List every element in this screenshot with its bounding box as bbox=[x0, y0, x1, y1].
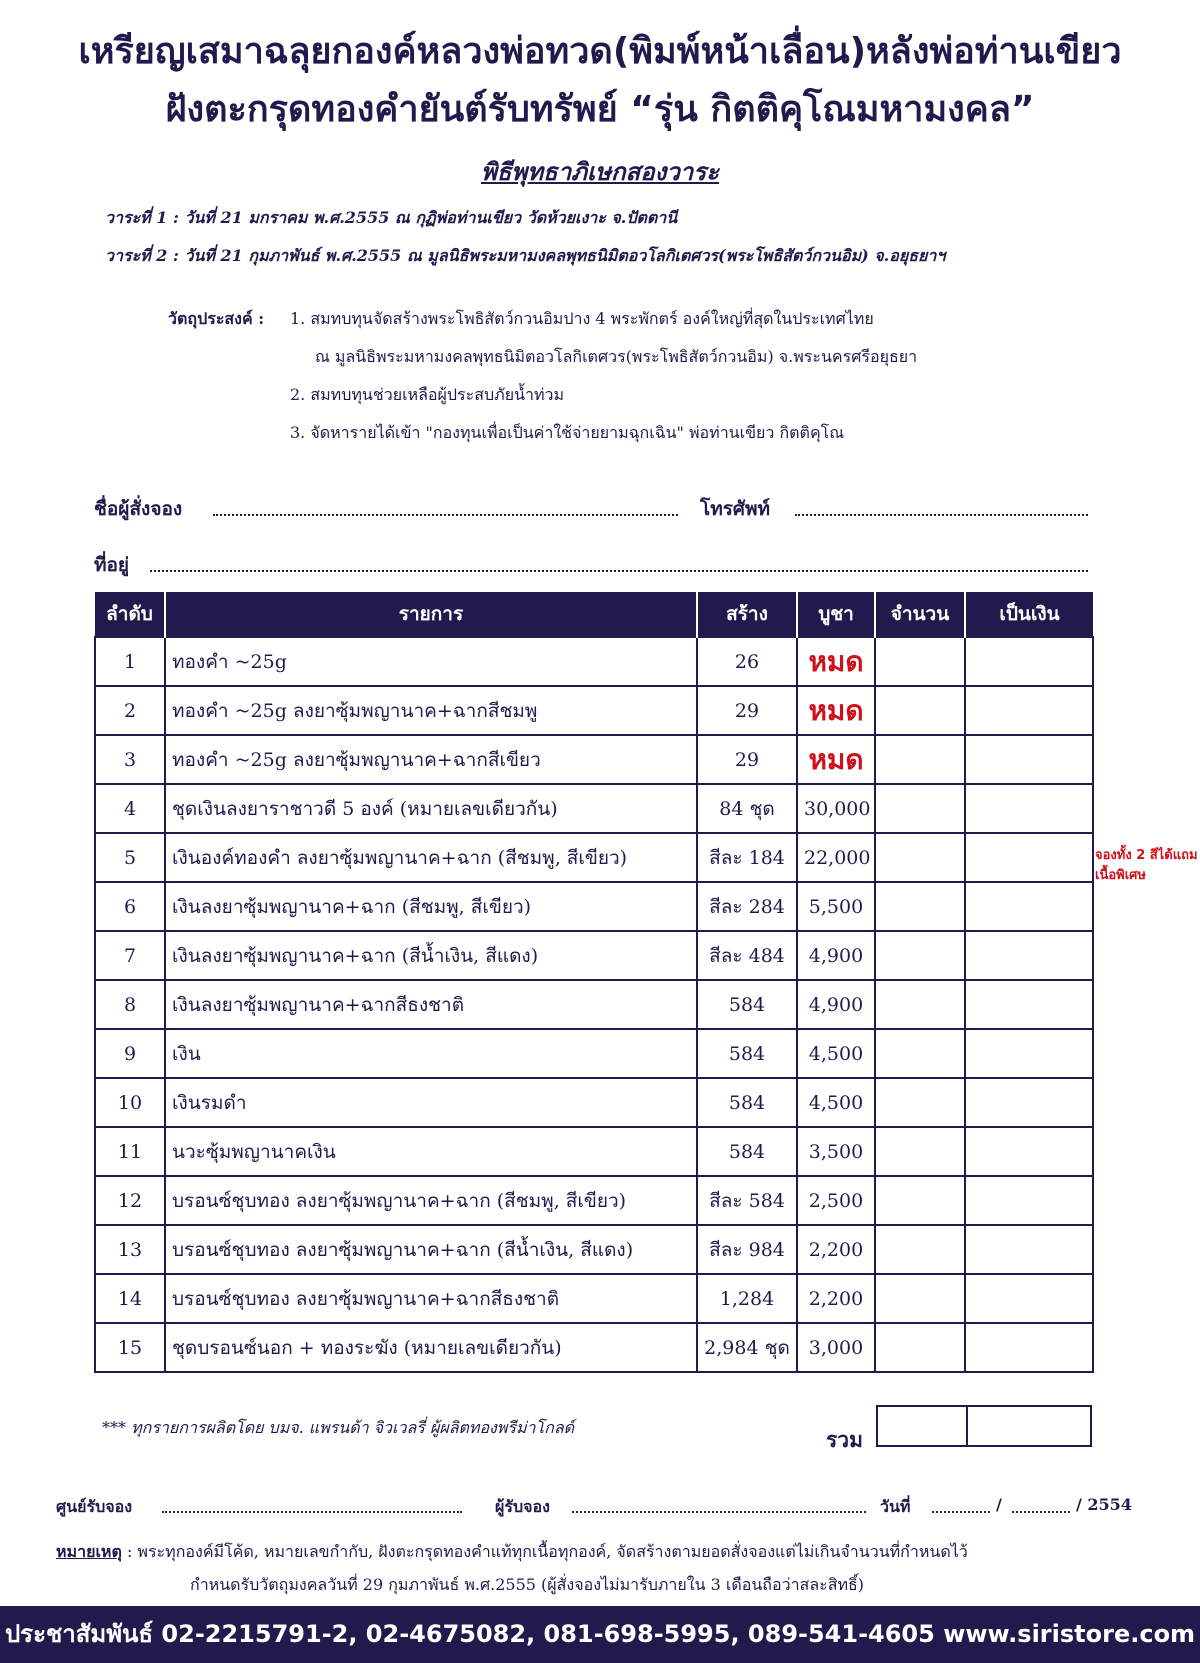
row-no: 9 bbox=[95, 1029, 165, 1078]
row-price: 5,500 bbox=[797, 882, 875, 931]
row-amount-cell[interactable] bbox=[965, 882, 1093, 931]
row-price: 22,000 bbox=[797, 833, 875, 882]
row-item: เงินลงยาซุ้มพญานาค+ฉากสีธงชาติ bbox=[165, 980, 697, 1029]
row-price: 30,000 bbox=[797, 784, 875, 833]
row-item: เงิน bbox=[165, 1029, 697, 1078]
row-amount-cell[interactable] bbox=[965, 1176, 1093, 1225]
footer-contact: ประชาสัมพันธ์ 02-2215791-2, 02-4675082, 081-698-5995, 089-541-4605 www.siristore.com bbox=[0, 1606, 1200, 1663]
row-item: ทองคำ ~25g ลงยาซุ้มพญานาค+ฉากสีชมพู bbox=[165, 686, 697, 735]
row-made: 584 bbox=[697, 1078, 797, 1127]
header-no: ลำดับ bbox=[95, 592, 165, 637]
total-amount-box[interactable] bbox=[966, 1405, 1092, 1447]
row-qty-cell[interactable] bbox=[875, 1274, 965, 1323]
row-price: 3,500 bbox=[797, 1127, 875, 1176]
row-item: นวะซุ้มพญานาคเงิน bbox=[165, 1127, 697, 1176]
row-price: 2,200 bbox=[797, 1225, 875, 1274]
row-amount-cell[interactable] bbox=[965, 1127, 1093, 1176]
row-made: 584 bbox=[697, 980, 797, 1029]
row-qty-cell[interactable] bbox=[875, 1323, 965, 1372]
table-row bbox=[95, 882, 1093, 931]
receiver-label: ผู้รับจอง bbox=[495, 1497, 550, 1516]
row-no: 7 bbox=[95, 931, 165, 980]
footnote: *** ทุกรายการผลิตโดย บมจ. แพรนด้า จิวเวลรี่ ผู้ผลิตทองพรีม่าโกลด์ bbox=[102, 1418, 575, 1437]
row-no: 2 bbox=[95, 686, 165, 735]
header-amount: เป็นเงิน bbox=[965, 592, 1093, 637]
total-label: รวม bbox=[826, 1427, 863, 1452]
row-qty-cell[interactable] bbox=[875, 784, 965, 833]
row-qty-cell[interactable] bbox=[875, 1225, 965, 1274]
table-row bbox=[95, 1127, 1093, 1176]
header-price: บูชา bbox=[797, 592, 875, 637]
row-price: หมด bbox=[797, 637, 875, 686]
row-price: 3,000 bbox=[797, 1323, 875, 1372]
objective-line-3: 2. สมทบทุนช่วยเหลือผู้ประสบภัยน้ำท่วม bbox=[290, 385, 565, 404]
table-row bbox=[95, 637, 1093, 686]
name-field[interactable] bbox=[213, 514, 678, 516]
row-no: 11 bbox=[95, 1127, 165, 1176]
row-no: 3 bbox=[95, 735, 165, 784]
total-qty-box[interactable] bbox=[876, 1405, 968, 1447]
side-note: จองทั้ง 2 สีได้แถมเนื้อพิเศษ bbox=[1095, 848, 1198, 883]
row-no: 1 bbox=[95, 637, 165, 686]
row-amount-cell[interactable] bbox=[965, 637, 1093, 686]
row-amount-cell[interactable] bbox=[965, 1274, 1093, 1323]
note-line-2: กำหนดรับวัตถุมงคลวันที่ 29 กุมภาพันธ์ พ.ศ.2555 (ผู้สั่งจองไม่มารับภายใน 3 เดือนถือว่าสละสิทธิ์) bbox=[190, 1575, 865, 1594]
date-label: วันที่ bbox=[880, 1497, 911, 1516]
row-made: สีละ 984 bbox=[697, 1225, 797, 1274]
date-sep: / bbox=[996, 1495, 1002, 1514]
table-row bbox=[95, 1323, 1093, 1372]
objective-line-1: 1. สมทบทุนจัดสร้างพระโพธิสัตว์กวนอิมปาง 4 พระพักตร์ องค์ใหญ่ที่สุดในประเทศไทย bbox=[290, 309, 874, 328]
header-made: สร้าง bbox=[697, 592, 797, 637]
row-no: 10 bbox=[95, 1078, 165, 1127]
row-no: 13 bbox=[95, 1225, 165, 1274]
row-price: 2,200 bbox=[797, 1274, 875, 1323]
order-table bbox=[94, 592, 1094, 1373]
table-row bbox=[95, 1176, 1093, 1225]
row-item: เงินลงยาซุ้มพญานาค+ฉาก (สีน้ำเงิน, สีแดง) bbox=[165, 931, 697, 980]
row-item: บรอนซ์ชุบทอง ลงยาซุ้มพญานาค+ฉาก (สีน้ำเงิน, สีแดง) bbox=[165, 1225, 697, 1274]
row-made: สีละ 284 bbox=[697, 882, 797, 931]
table-row bbox=[95, 1029, 1093, 1078]
table-row bbox=[95, 1225, 1093, 1274]
row-price: หมด bbox=[797, 686, 875, 735]
receiver-field[interactable] bbox=[572, 1511, 866, 1513]
table-row bbox=[95, 1078, 1093, 1127]
row-no: 15 bbox=[95, 1323, 165, 1372]
row-price: หมด bbox=[797, 735, 875, 784]
row-made: สีละ 184 bbox=[697, 833, 797, 882]
row-made: 584 bbox=[697, 1127, 797, 1176]
table-row bbox=[95, 784, 1093, 833]
objective-line-2: ณ มูลนิธิพระมหามงคลพุทธนิมิตอวโลกิเตศวร(พระโพธิสัตว์กวนอิม) จ.พระนครศรีอยุธยา bbox=[315, 347, 918, 366]
row-qty-cell[interactable] bbox=[875, 931, 965, 980]
row-qty-cell[interactable] bbox=[875, 1127, 965, 1176]
ceremony-session-1: วาระที่ 1 : วันที่ 21 มกราคม พ.ศ.2555 ณ กุฏิพ่อท่านเขียว วัดห้วยเงาะ จ.ปัตตานี bbox=[105, 208, 678, 227]
title-line-1: เหรียญเสมาฉลุยกองค์หลวงพ่อทวด(พิมพ์หน้าเลื่อน)หลังพ่อท่านเขียว bbox=[78, 31, 1122, 72]
row-amount-cell[interactable] bbox=[965, 931, 1093, 980]
table-row bbox=[95, 1274, 1093, 1323]
address-label: ที่อยู่ bbox=[94, 554, 130, 576]
row-made: 26 bbox=[697, 637, 797, 686]
row-qty-cell[interactable] bbox=[875, 980, 965, 1029]
row-price: 4,900 bbox=[797, 931, 875, 980]
row-price: 2,500 bbox=[797, 1176, 875, 1225]
row-no: 14 bbox=[95, 1274, 165, 1323]
date-month-field[interactable] bbox=[1012, 1511, 1070, 1513]
row-made: 1,284 bbox=[697, 1274, 797, 1323]
name-label: ชื่อผู้สั่งจอง bbox=[94, 498, 183, 520]
row-amount-cell[interactable] bbox=[965, 980, 1093, 1029]
table-row bbox=[95, 980, 1093, 1029]
row-qty-cell[interactable] bbox=[875, 882, 965, 931]
note-line-1 bbox=[56, 1540, 968, 1565]
row-qty-cell[interactable] bbox=[875, 686, 965, 735]
table-header-row bbox=[95, 592, 1093, 637]
row-item: ชุดบรอนซ์นอก + ทองระฆัง (หมายเลขเดียวกัน) bbox=[165, 1323, 697, 1372]
row-amount-cell[interactable] bbox=[965, 1225, 1093, 1274]
date-year: / 2554 bbox=[1076, 1495, 1132, 1514]
objectives-label: วัตถุประสงค์ : bbox=[168, 309, 265, 328]
row-no: 6 bbox=[95, 882, 165, 931]
row-amount-cell[interactable] bbox=[965, 1029, 1093, 1078]
row-qty-cell[interactable] bbox=[875, 735, 965, 784]
row-made: สีละ 484 bbox=[697, 931, 797, 980]
row-price: 4,900 bbox=[797, 980, 875, 1029]
row-made: 29 bbox=[697, 686, 797, 735]
row-amount-cell[interactable] bbox=[965, 833, 1093, 882]
row-item: เงินลงยาซุ้มพญานาค+ฉาก (สีชมพู, สีเขียว) bbox=[165, 882, 697, 931]
row-qty-cell[interactable] bbox=[875, 1029, 965, 1078]
objective-line-4: 3. จัดหารายได้เข้า "กองทุนเพื่อเป็นค่าใช้จ่ายยามฉุกเฉิน" พ่อท่านเขียว กิตติคุโณ bbox=[290, 423, 845, 442]
row-amount-cell[interactable] bbox=[965, 686, 1093, 735]
row-qty-cell[interactable] bbox=[875, 833, 965, 882]
row-item: บรอนซ์ชุบทอง ลงยาซุ้มพญานาค+ฉากสีธงชาติ bbox=[165, 1274, 697, 1323]
ceremony-heading: พิธีพุทธาภิเษกสองวาระ bbox=[480, 157, 720, 186]
row-item: ชุดเงินลงยาราชาวดี 5 องค์ (หมายเลขเดียวกัน) bbox=[165, 784, 697, 833]
table-row bbox=[95, 931, 1093, 980]
row-item: ทองคำ ~25g ลงยาซุ้มพญานาค+ฉากสีเขียว bbox=[165, 735, 697, 784]
phone-label: โทรศัพท์ bbox=[700, 498, 771, 520]
center-field[interactable] bbox=[162, 1511, 462, 1513]
row-amount-cell[interactable] bbox=[965, 735, 1093, 784]
row-item: บรอนซ์ชุบทอง ลงยาซุ้มพญานาค+ฉาก (สีชมพู, สีเขียว) bbox=[165, 1176, 697, 1225]
row-no: 12 bbox=[95, 1176, 165, 1225]
table-row bbox=[95, 833, 1093, 882]
row-made: 29 bbox=[697, 735, 797, 784]
note-text-1: : พระทุกองค์มีโค้ด, หมายเลขกำกับ, ฝังตะกรุดทองคำแท้ทุกเนื้อทุกองค์, จัดสร้างตามยอดสั่งจองแต่ไม่เกินจำนวนที่กำหนดไว้ bbox=[126, 1542, 968, 1561]
phone-field[interactable] bbox=[795, 514, 1088, 516]
table-row bbox=[95, 686, 1093, 735]
note-head: หมายเหตุ bbox=[56, 1542, 122, 1561]
date-day-field[interactable] bbox=[932, 1511, 990, 1513]
row-item: เงินรมดำ bbox=[165, 1078, 697, 1127]
address-field[interactable] bbox=[150, 570, 1088, 572]
row-made: 584 bbox=[697, 1029, 797, 1078]
row-item: เงินองค์ทองคำ ลงยาซุ้มพญานาค+ฉาก (สีชมพู, สีเขียว) bbox=[165, 833, 697, 882]
row-qty-cell[interactable] bbox=[875, 1176, 965, 1225]
ceremony-session-2: วาระที่ 2 : วันที่ 21 กุมภาพันธ์ พ.ศ.2555 ณ มูลนิธิพระมหามงคลพุทธนิมิตอวโลกิเตศวร(พระโพธิสัตว์กวนอิม) จ.อยุธยาฯ bbox=[105, 246, 946, 265]
center-label: ศูนย์รับจอง bbox=[56, 1497, 133, 1516]
row-no: 5 bbox=[95, 833, 165, 882]
row-made: 2,984 ชุด bbox=[697, 1323, 797, 1372]
header-qty: จำนวน bbox=[875, 592, 965, 637]
row-made: สีละ 584 bbox=[697, 1176, 797, 1225]
row-no: 4 bbox=[95, 784, 165, 833]
row-qty-cell[interactable] bbox=[875, 1078, 965, 1127]
row-no: 8 bbox=[95, 980, 165, 1029]
row-amount-cell[interactable] bbox=[965, 1323, 1093, 1372]
header-item: รายการ bbox=[165, 592, 697, 637]
row-item: ทองคำ ~25g bbox=[165, 637, 697, 686]
title-line-2: ฝังตะกรุดทองคำยันต์รับทรัพย์ “รุ่น กิตติคุโณมหามงคล” bbox=[165, 89, 1035, 130]
row-price: 4,500 bbox=[797, 1078, 875, 1127]
row-made: 84 ชุด bbox=[697, 784, 797, 833]
row-amount-cell[interactable] bbox=[965, 784, 1093, 833]
row-amount-cell[interactable] bbox=[965, 1078, 1093, 1127]
row-qty-cell[interactable] bbox=[875, 637, 965, 686]
row-price: 4,500 bbox=[797, 1029, 875, 1078]
table-row bbox=[95, 735, 1093, 784]
